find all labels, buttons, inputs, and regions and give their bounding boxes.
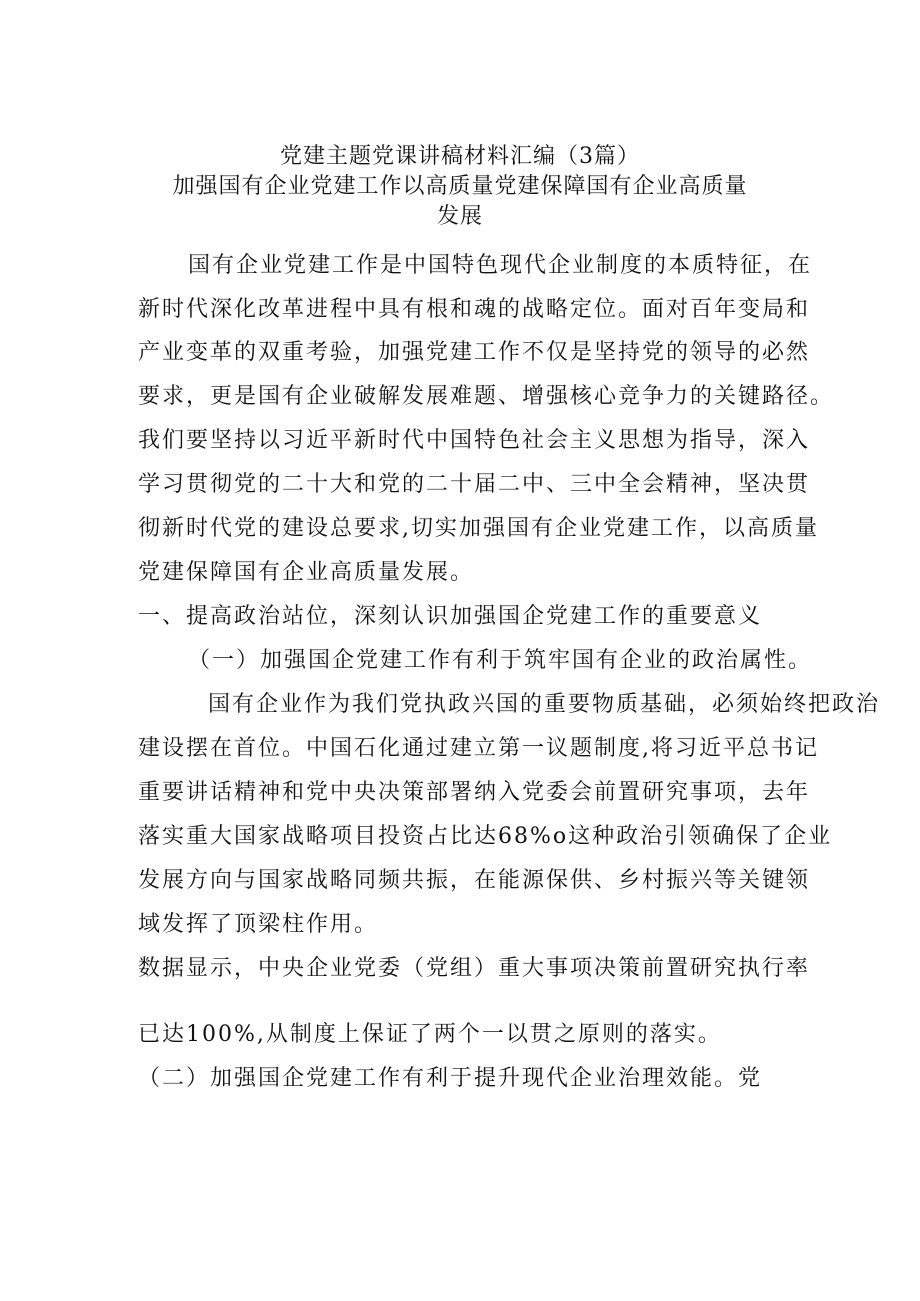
body-line: 产业变革的双重考验，加强党建工作不仅是坚持党的领导的必然 <box>138 340 811 365</box>
body-line: 域发挥了顶梁柱作用。 <box>138 912 379 937</box>
body-line: 国有企业党建工作是中国特色现代企业制度的本质特征，在 <box>188 253 813 278</box>
body-line: 彻新时代党的建设总要求,切实加强国有企业党建工作，以高质量 <box>138 516 819 541</box>
body-line: 建设摆在首位。中国石化通过建立第一议题制度,将习近平总书记 <box>138 736 819 761</box>
document-title: 党建主题党课讲稿材料汇编（3篇） <box>280 144 640 169</box>
article-title: 加强国有企业党建工作以高质量党建保障国有企业高质量 <box>172 174 748 199</box>
body-line: 我们要坚持以习近平新时代中国特色社会主义思想为指导，深入 <box>138 428 811 453</box>
body-line: 要求，更是国有企业破解发展难题、增强核心竞争力的关键路径。 <box>138 384 835 409</box>
body-line: 落实重大国家战略项目投资占比达68%o这种政治引领确保了企业 <box>138 824 833 849</box>
subsection-heading: （二）加强国企党建工作有利于提升现代企业治理效能。党 <box>138 1066 763 1091</box>
body-line: 学习贯彻党的二十大和党的二十届二中、三中全会精神，坚决贯 <box>138 472 811 497</box>
body-line: 已达100%,从制度上保证了两个一以贯之原则的落实。 <box>138 1022 722 1047</box>
section-heading: 一、提高政治站位，深刻认识加强国企党建工作的重要意义 <box>138 604 763 629</box>
body-line: 新时代深化改革进程中具有根和魂的战略定位。面对百年变局和 <box>138 297 811 322</box>
body-line: 国有企业作为我们党执政兴国的重要物质基础，必须始终把政治 <box>208 692 881 717</box>
body-line: 数据显示，中央企业党委（党组）重大事项决策前置研究执行率 <box>138 956 811 981</box>
article-title-continued: 发展 <box>436 204 483 229</box>
body-line: 重要讲话精神和党中央决策部署纳入党委会前置研究事项，去年 <box>138 780 811 805</box>
subsection-heading: （一）加强国企党建工作有利于筑牢国有企业的政治属性。 <box>188 648 813 673</box>
body-line: 发展方向与国家战略同频共振，在能源保供、乡村振兴等关键领 <box>138 868 811 893</box>
body-line: 党建保障国有企业高质量发展。 <box>138 560 475 585</box>
